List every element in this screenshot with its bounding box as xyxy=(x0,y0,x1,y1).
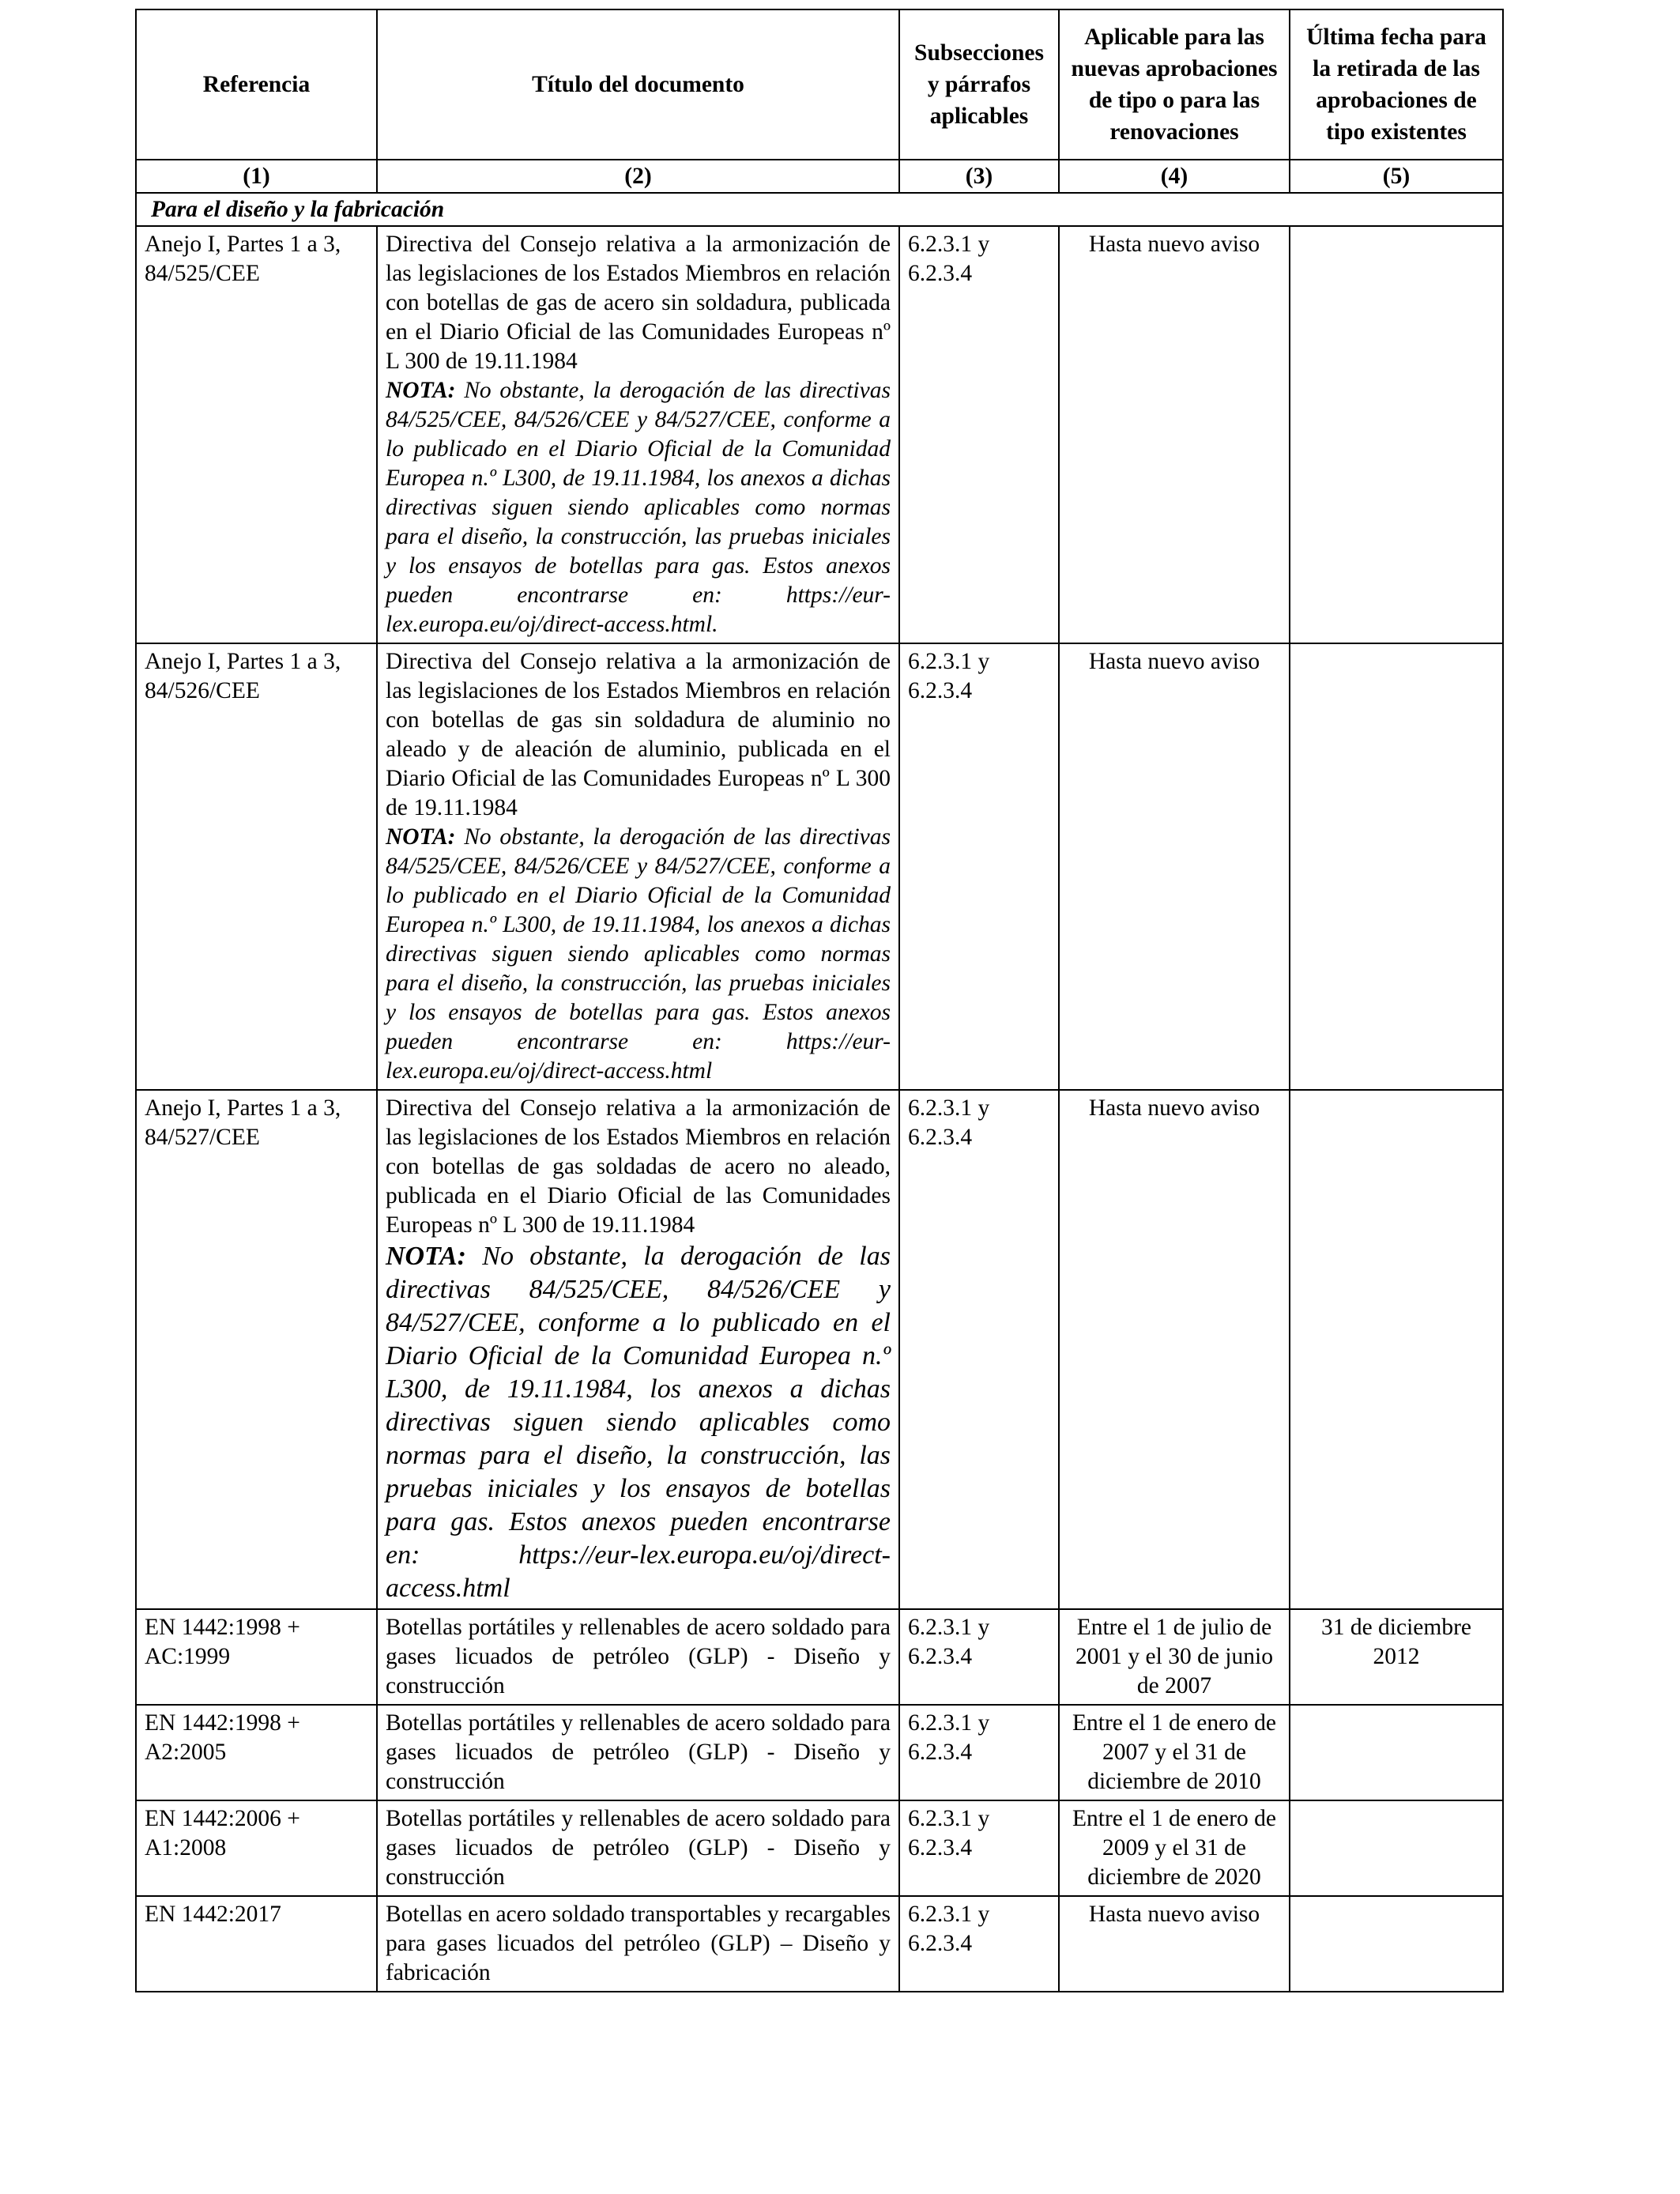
table-row xyxy=(136,1800,1503,1896)
row-document-title xyxy=(377,1090,899,1609)
row-document-title xyxy=(377,643,899,1090)
row-reference: Anejo I, Partes 1 a 3, 84/526/CEE xyxy=(136,643,377,1090)
table-row xyxy=(136,643,1503,1090)
row-title-text: Botellas portátiles y rellenables de acero soldado para gases licuados de petróleo (GLP) - Diseño y construcción xyxy=(386,1710,891,1794)
row-title-text: Botellas portátiles y rellenables de acero soldado para gases licuados de petróleo (GLP) - Diseño y construcción xyxy=(386,1806,891,1890)
row-reference: Anejo I, Partes 1 a 3, 84/527/CEE xyxy=(136,1090,377,1609)
row-withdrawal xyxy=(1290,1090,1503,1609)
row-applicable: Entre el 1 de julio de 2001 y el 30 de junio de 2007 xyxy=(1059,1609,1290,1705)
note-text: No obstante, la derogación de las directivas 84/525/CEE, 84/526/CEE y 84/527/CEE, conforme a lo publicado en el Diario Oficial de la Comunidad Europea n.º L300, de 19.11.1984, los anexos a dichas directivas siguen siendo aplicables como normas para el diseño, la construcción, las pruebas iniciales y los ensayos de botellas para gas. Estos anexos pueden encontrarse en: https://eur-lex.europa.eu/oj/direct-access.html xyxy=(386,824,891,1084)
header-document-title: Título del documento xyxy=(377,9,899,160)
table-row xyxy=(136,1896,1503,1992)
row-title-text: Directiva del Consejo relativa a la armonización de las legislaciones de los Estados Miembros en relación con botellas de gas de acero sin soldadura, publicada en el Diario Oficial de las Comunidades Europeas nº L 300 de 19.11.1984 xyxy=(386,232,891,374)
row-reference: EN 1442:2017 xyxy=(136,1896,377,1992)
row-subsections: 6.2.3.1 y 6.2.3.4 xyxy=(899,643,1059,1090)
row-subsections: 6.2.3.1 y 6.2.3.4 xyxy=(899,1896,1059,1992)
row-subsections: 6.2.3.1 y 6.2.3.4 xyxy=(899,226,1059,643)
row-applicable: Hasta nuevo aviso xyxy=(1059,226,1290,643)
column-number: (2) xyxy=(377,160,899,193)
row-applicable: Hasta nuevo aviso xyxy=(1059,1896,1290,1992)
header-subsections: Subsecciones y párrafos aplicables xyxy=(899,9,1059,160)
column-number-row xyxy=(136,160,1503,193)
note-label: NOTA: xyxy=(386,824,456,850)
row-title-text: Directiva del Consejo relativa a la armonización de las legislaciones de los Estados Miembros en relación con botellas de gas sin soldadura de aluminio no aleado y de aleación de aluminio, publicada en el Diario Oficial de las Comunidades Europeas nº L 300 de 19.11.1984 xyxy=(386,649,891,820)
row-note xyxy=(386,1240,891,1605)
row-subsections: 6.2.3.1 y 6.2.3.4 xyxy=(899,1090,1059,1609)
row-note xyxy=(386,823,891,1086)
row-subsections: 6.2.3.1 y 6.2.3.4 xyxy=(899,1705,1059,1800)
row-applicable: Hasta nuevo aviso xyxy=(1059,1090,1290,1609)
row-note xyxy=(386,376,891,639)
header-withdrawal-date: Última fecha para la retirada de las aprobaciones de tipo existentes xyxy=(1290,9,1503,160)
row-withdrawal xyxy=(1290,1896,1503,1992)
row-document-title xyxy=(377,1896,899,1992)
row-withdrawal: 31 de diciembre 2012 xyxy=(1290,1609,1503,1705)
column-number: (1) xyxy=(136,160,377,193)
row-document-title xyxy=(377,1609,899,1705)
header-row xyxy=(136,9,1503,160)
note-text: No obstante, la derogación de las directivas 84/525/CEE, 84/526/CEE y 84/527/CEE, conforme a lo publicado en el Diario Oficial de la Comunidad Europea n.º L300, de 19.11.1984, los anexos a dichas directivas siguen siendo aplicables como normas para el diseño, la construcción, las pruebas iniciales y los ensayos de botellas para gas. Estos anexos pueden encontrarse en: https://eur-lex.europa.eu/oj/direct-access.html xyxy=(386,1242,891,1603)
section-title: Para el diseño y la fabricación xyxy=(136,193,1503,226)
row-reference: Anejo I, Partes 1 a 3, 84/525/CEE xyxy=(136,226,377,643)
standards-table xyxy=(135,9,1504,1992)
row-applicable: Entre el 1 de enero de 2007 y el 31 de diciembre de 2010 xyxy=(1059,1705,1290,1800)
table-row xyxy=(136,1609,1503,1705)
row-reference: EN 1442:1998 + AC:1999 xyxy=(136,1609,377,1705)
note-label: NOTA: xyxy=(386,1242,466,1271)
row-withdrawal xyxy=(1290,643,1503,1090)
header-reference: Referencia xyxy=(136,9,377,160)
row-applicable: Entre el 1 de enero de 2009 y el 31 de diciembre de 2020 xyxy=(1059,1800,1290,1896)
row-document-title xyxy=(377,1800,899,1896)
row-reference: EN 1442:2006 + A1:2008 xyxy=(136,1800,377,1896)
row-withdrawal xyxy=(1290,1800,1503,1896)
row-title-text: Botellas en acero soldado transportables y recargables para gases licuados del petróleo (GLP) – Diseño y fabricación xyxy=(386,1902,891,1985)
column-number: (4) xyxy=(1059,160,1290,193)
row-withdrawal xyxy=(1290,1705,1503,1800)
table-row xyxy=(136,1705,1503,1800)
row-title-text: Botellas portátiles y rellenables de acero soldado para gases licuados de petróleo (GLP) - Diseño y construcción xyxy=(386,1615,891,1698)
row-subsections: 6.2.3.1 y 6.2.3.4 xyxy=(899,1609,1059,1705)
table-row xyxy=(136,226,1503,643)
note-label: NOTA: xyxy=(386,378,456,403)
row-document-title xyxy=(377,1705,899,1800)
row-document-title xyxy=(377,226,899,643)
section-row xyxy=(136,193,1503,226)
header-applicable: Aplicable para las nuevas aprobaciones de tipo o para las renovaciones xyxy=(1059,9,1290,160)
table-row xyxy=(136,1090,1503,1609)
note-text: No obstante, la derogación de las directivas 84/525/CEE, 84/526/CEE y 84/527/CEE, conforme a lo publicado en el Diario Oficial de la Comunidad Europea n.º L300, de 19.11.1984, los anexos a dichas directivas siguen siendo aplicables como normas para el diseño, la construcción, las pruebas iniciales y los ensayos de botellas para gas. Estos anexos pueden encontrarse en: https://eur-lex.europa.eu/oj/direct-access.html. xyxy=(386,378,891,637)
row-withdrawal xyxy=(1290,226,1503,643)
row-subsections: 6.2.3.1 y 6.2.3.4 xyxy=(899,1800,1059,1896)
row-reference: EN 1442:1998 + A2:2005 xyxy=(136,1705,377,1800)
row-title-text: Directiva del Consejo relativa a la armonización de las legislaciones de los Estados Miembros en relación con botellas de gas soldadas de acero no aleado, publicada en el Diario Oficial de las Comunidades Europeas nº L 300 de 19.11.1984 xyxy=(386,1095,891,1238)
column-number: (3) xyxy=(899,160,1059,193)
row-applicable: Hasta nuevo aviso xyxy=(1059,643,1290,1090)
column-number: (5) xyxy=(1290,160,1503,193)
